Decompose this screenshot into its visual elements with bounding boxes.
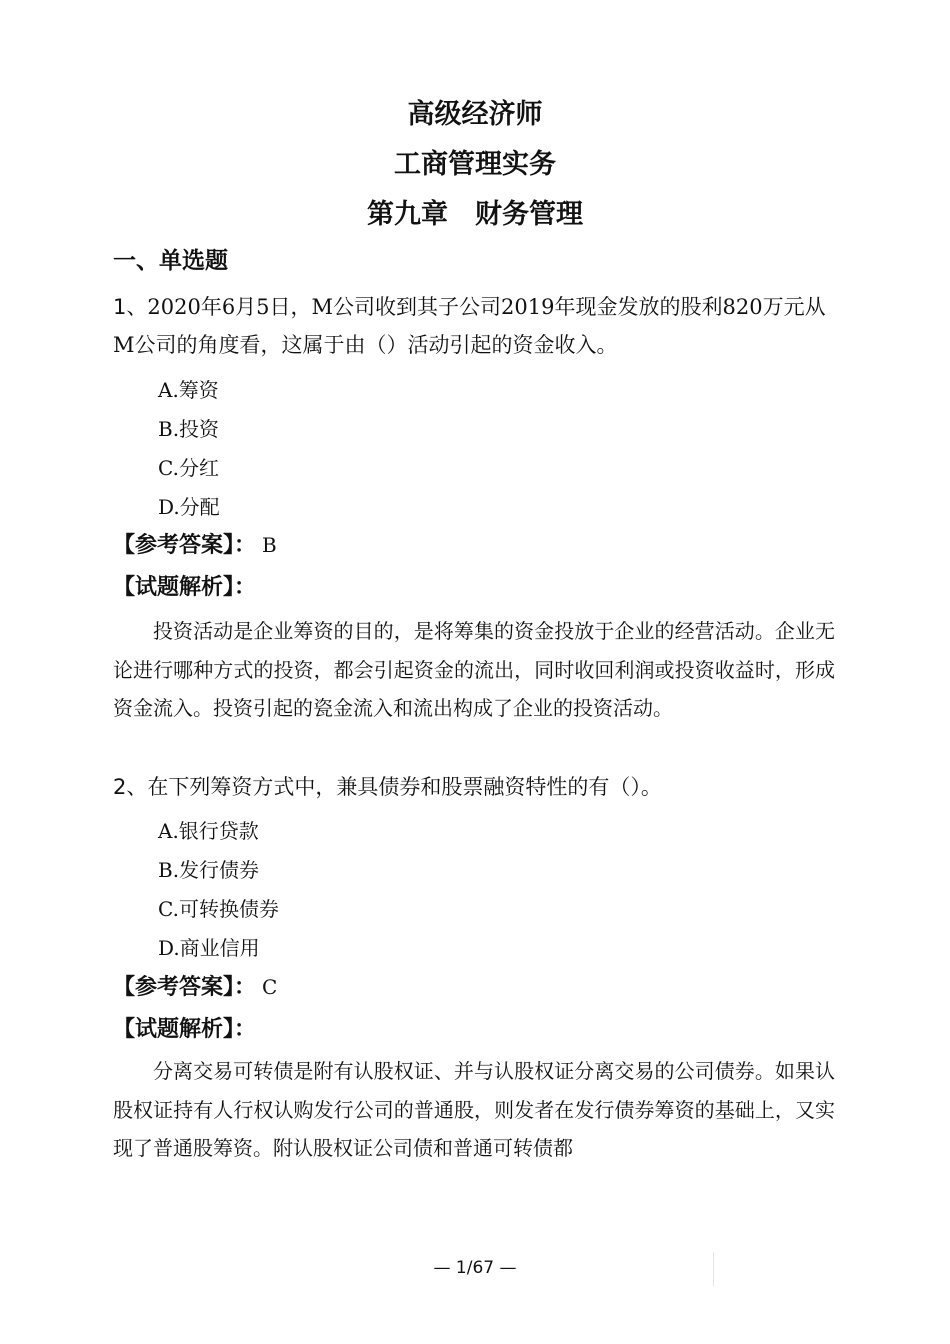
answer-label: 【参考答案】： [113,533,257,558]
option-c: C.可转换债券 [158,897,279,921]
option-d: D.分配 [158,495,220,519]
question-number: 1、 [113,295,148,319]
option-b: B.发行债券 [158,858,260,882]
question-2-text [113,768,838,806]
option-a: A.筹资 [158,378,219,402]
answer-row [113,970,277,1001]
section-heading: 一、单选题 [113,248,228,274]
page-number: — 1/67 — [433,1258,517,1278]
answer-label: 【参考答案】： [113,975,257,1000]
question-stem: 2020年6月5日，M公司收到其子公司2019年现金发放的股利820万元从M公司的角度看，这属于由（）活动引起的资金收入。 [113,295,826,357]
document-subtitle: 工商管理实务 [394,149,556,180]
divider [713,1252,714,1286]
analysis-label: 【试题解析】： [113,575,257,600]
answer-value: B [262,533,277,557]
question-number: 2、 [113,775,148,799]
analysis-text: 分离交易可转债是附有认股权证、并与认股权证分离交易的公司债券。如果认股权证持有人行权认购发行公司的普通股，则发者在发行债券筹资的基础上，又实现了普通股筹资。附认股权证公司债和普通可转债都 [113,1059,835,1160]
question-1-text [113,288,838,364]
option-b: B.投资 [158,417,220,441]
option-a: A.银行贷款 [158,819,259,843]
answer-row [113,528,277,559]
analysis-label: 【试题解析】： [113,1017,257,1042]
answer-value: C [262,975,278,999]
analysis-text: 投资活动是企业筹资的目的，是将筹集的资金投放于企业的经营活动。企业无论进行哪种方式的投资，都会引起资金的流出，同时收回利润或投资收益时，形成资金流入。投资引起的瓷金流入和流出构成了企业的投资活动。 [113,619,835,720]
option-c: C.分红 [158,456,219,480]
question-stem: 在下列筹资方式中，兼具债券和股票融资特性的有（）。 [147,775,662,799]
option-d: D.商业信用 [158,936,260,960]
document-title: 高级经济师 [407,99,543,130]
chapter-title: 第九章 财务管理 [367,199,583,230]
